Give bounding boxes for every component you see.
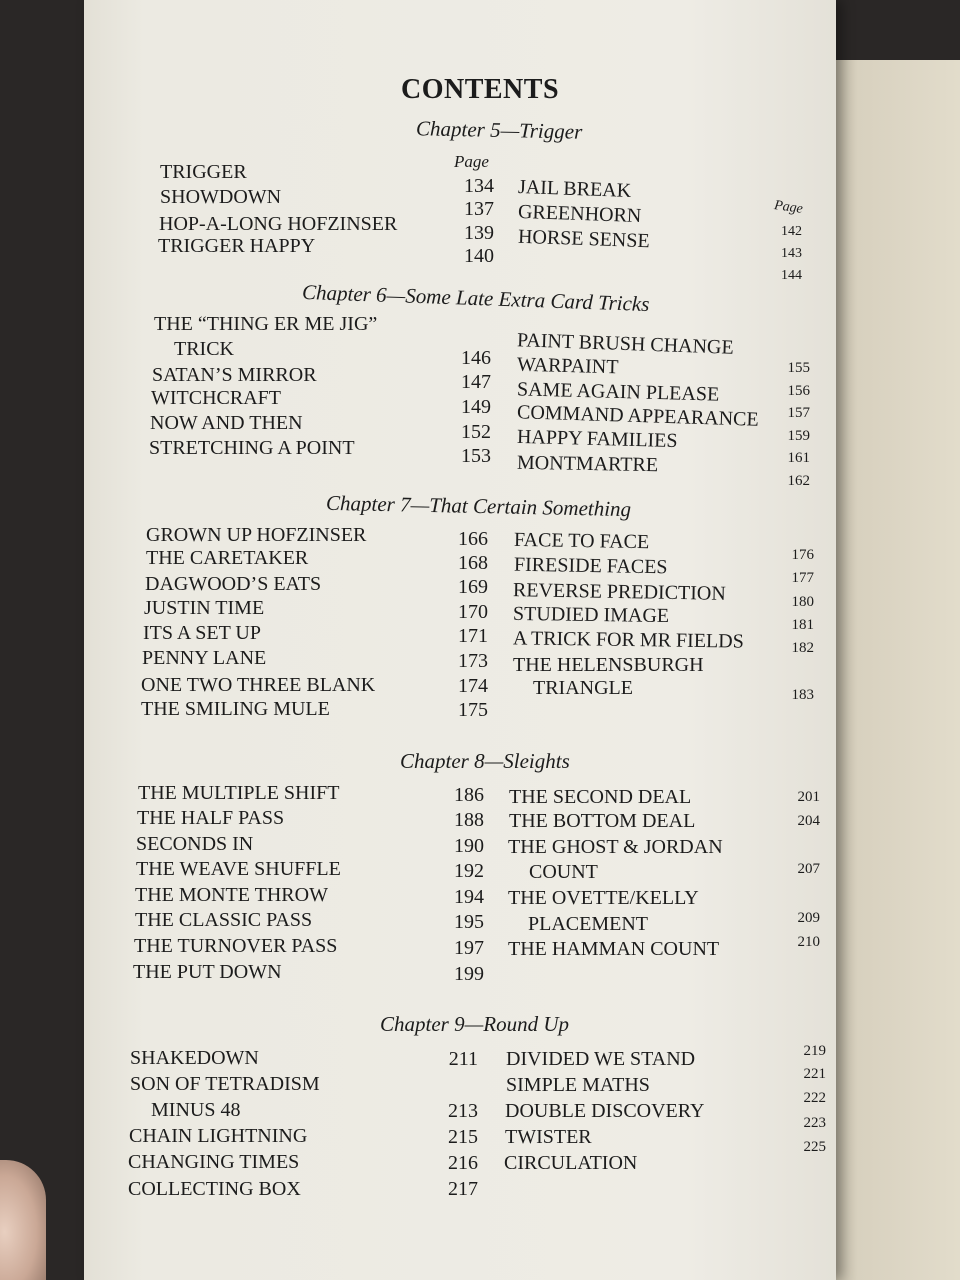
toc-entry-title: MONTMARTRE [516, 451, 659, 477]
toc-entry-page: 139 [464, 222, 494, 244]
toc-entry-title: HAPPY FAMILIES [516, 425, 678, 453]
toc-entry-page: 168 [458, 552, 488, 574]
chapter-heading: Chapter 5—Trigger [415, 116, 583, 144]
toc-entry-title: GROWN UP HOFZINSER [146, 524, 367, 546]
toc-entry-page: 161 [787, 450, 810, 466]
toc-entry-page: 175 [458, 699, 488, 721]
toc-entry-title: COLLECTING BOX [128, 1178, 301, 1200]
toc-entry-title: HORSE SENSE [517, 225, 651, 253]
toc-entry-page: 147 [461, 371, 491, 393]
toc-entry-page: 186 [454, 784, 484, 806]
toc-entry-title-continued: COUNT [529, 861, 598, 883]
page-column-label: Page [454, 152, 489, 171]
toc-entry-page: 156 [787, 383, 810, 399]
toc-entry-page: 188 [454, 809, 484, 831]
toc-entry-page: 174 [458, 675, 488, 697]
toc-entry-title-continued: PLACEMENT [528, 913, 648, 935]
toc-entry-page: 180 [791, 594, 814, 610]
toc-entry-page: 195 [454, 911, 484, 933]
toc-entry-page: 157 [787, 405, 810, 421]
toc-entry-title: SHAKEDOWN [130, 1047, 259, 1069]
toc-entry-title: THE HALF PASS [137, 807, 285, 829]
toc-entry-page: 225 [803, 1139, 826, 1155]
toc-entry-page: 213 [448, 1100, 478, 1122]
toc-entry-page: 207 [797, 861, 820, 877]
toc-entry-page: 192 [454, 860, 484, 882]
chapter-heading: Chapter 6—Some Late Extra Card Tricks [301, 279, 650, 317]
toc-entry-title: ITS A SET UP [143, 622, 261, 644]
toc-entry-page: 137 [464, 198, 494, 220]
chapter-heading: Chapter 7—That Certain Something [325, 490, 632, 522]
toc-entry-page: 223 [803, 1115, 826, 1131]
toc-entry-title: THE MULTIPLE SHIFT [138, 782, 340, 804]
toc-entry-page: 219 [803, 1043, 826, 1059]
page-column-label: Page [773, 198, 804, 217]
toc-entry-page: 222 [803, 1090, 826, 1106]
toc-entry-page: 194 [454, 886, 484, 908]
toc-entry-title: SAME AGAIN PLEASE [516, 378, 720, 406]
toc-entry-title: STRETCHING A POINT [149, 437, 355, 459]
toc-entry-page: 155 [787, 360, 810, 376]
toc-entry-page: 171 [458, 625, 488, 647]
toc-entry-title: THE WEAVE SHUFFLE [136, 858, 341, 880]
toc-entry-title: SON OF TETRADISM [130, 1073, 320, 1095]
thumb [0, 1160, 46, 1280]
toc-entry-title: THE SMILING MULE [141, 698, 330, 720]
toc-entry-page: 197 [454, 937, 484, 959]
toc-entry-page: 169 [458, 576, 488, 598]
toc-entry-page: 153 [461, 445, 491, 467]
toc-entry-title: JUSTIN TIME [144, 597, 265, 619]
toc-entry-title: SECONDS IN [136, 833, 254, 855]
toc-entry-title: TRIGGER [160, 161, 247, 183]
toc-entry-page: 201 [797, 789, 820, 805]
toc-entry-page: 217 [448, 1178, 478, 1200]
toc-entry-page: 211 [448, 1048, 478, 1070]
toc-entry-title: HOP-A-LONG HOFZINSER [159, 213, 398, 235]
toc-entry-title: TRIGGER HAPPY [158, 235, 316, 257]
toc-entry-title: ONE TWO THREE BLANK [141, 674, 376, 696]
toc-entry-page: 210 [797, 934, 820, 950]
toc-entry-title: THE CARETAKER [146, 547, 309, 569]
toc-entry-page: 199 [454, 963, 484, 985]
facing-page-edge [824, 60, 960, 1280]
toc-entry-title: THE TURNOVER PASS [134, 935, 338, 957]
toc-entry-page: 162 [787, 473, 810, 489]
contents-title: CONTENTS [400, 74, 560, 105]
chapter-heading: Chapter 9—Round Up [380, 1012, 569, 1036]
toc-entry-page: 144 [781, 268, 802, 283]
toc-entry-title: SHOWDOWN [160, 186, 282, 208]
toc-entry-page: 216 [448, 1152, 478, 1174]
toc-entry-page: 204 [797, 813, 820, 829]
toc-entry-title-continued: MINUS 48 [151, 1099, 241, 1121]
toc-entry-title: WITCHCRAFT [151, 387, 281, 409]
toc-entry-title: JAIL BREAK [517, 176, 632, 202]
toc-entry-title: TWISTER [505, 1126, 592, 1148]
toc-entry-title: DOUBLE DISCOVERY [505, 1100, 705, 1122]
toc-entry-page: 221 [803, 1066, 826, 1082]
toc-entry-page: 149 [461, 396, 491, 418]
toc-entry-page: 182 [791, 640, 814, 656]
toc-entry-title: THE OVETTE/KELLY [508, 887, 699, 909]
toc-entry-title: NOW AND THEN [150, 412, 303, 434]
chapter-heading: Chapter 8—Sleights [400, 749, 570, 773]
toc-entry-title: FIRESIDE FACES [513, 553, 668, 579]
toc-entry-title: PENNY LANE [142, 647, 267, 669]
toc-entry-title: DIVIDED WE STAND [506, 1048, 696, 1070]
toc-entry-title: STUDIED IMAGE [512, 602, 670, 628]
toc-entry-title: CIRCULATION [504, 1152, 638, 1174]
toc-entry-page: 177 [791, 570, 814, 586]
toc-entry-title-continued: TRICK [174, 338, 234, 360]
toc-entry-title: THE CLASSIC PASS [135, 909, 313, 931]
toc-entry-title: THE PUT DOWN [133, 961, 282, 983]
toc-entry-title: THE MONTE THROW [135, 884, 328, 906]
toc-entry-page: 152 [461, 421, 491, 443]
toc-entry-page: 176 [791, 547, 814, 563]
toc-entry-page: 146 [461, 347, 491, 369]
toc-entry-title: CHAIN LIGHTNING [129, 1125, 308, 1147]
toc-entry-title: A TRICK FOR MR FIELDS [512, 627, 744, 653]
toc-entry-title: THE HELENSBURGH [513, 654, 704, 676]
toc-entry-title: WARPAINT [516, 353, 619, 379]
toc-entry-page: 173 [458, 650, 488, 672]
toc-entry-page: 181 [791, 617, 814, 633]
toc-entry-page: 140 [464, 245, 494, 267]
toc-entry-title: THE HAMMAN COUNT [508, 938, 720, 960]
toc-entry-page: 143 [781, 246, 802, 261]
toc-entry-page: 209 [797, 910, 820, 926]
toc-entry-page: 159 [787, 428, 810, 444]
toc-entry-title-continued: TRIANGLE [533, 677, 633, 699]
toc-entry-title: SATAN’S MIRROR [152, 364, 317, 386]
toc-entry-title: THE SECOND DEAL [509, 786, 692, 808]
toc-entry-title: CHANGING TIMES [128, 1151, 300, 1173]
toc-entry-page: 183 [791, 687, 814, 703]
toc-entry-page: 190 [454, 835, 484, 857]
toc-entry-title: COMMAND APPEARANCE [516, 401, 760, 431]
toc-entry-title: THE “THING ER ME JIG” [154, 313, 378, 335]
toc-entry-title: THE GHOST & JORDAN [508, 836, 723, 858]
toc-entry-title: PAINT BRUSH CHANGE [516, 329, 735, 359]
toc-entry-title: DAGWOOD’S EATS [145, 573, 322, 595]
toc-entry-page: 142 [781, 224, 802, 239]
toc-entry-page: 166 [458, 528, 488, 550]
toc-entry-page: 215 [448, 1126, 478, 1148]
toc-entry-page: 170 [458, 601, 488, 623]
toc-entry-title: GREENHORN [517, 200, 642, 228]
toc-entry-title: SIMPLE MATHS [506, 1074, 650, 1096]
toc-entry-title: REVERSE PREDICTION [512, 579, 726, 605]
toc-entry-title: FACE TO FACE [513, 528, 650, 554]
toc-entry-title: THE BOTTOM DEAL [509, 810, 696, 832]
toc-entry-page: 134 [464, 175, 494, 197]
